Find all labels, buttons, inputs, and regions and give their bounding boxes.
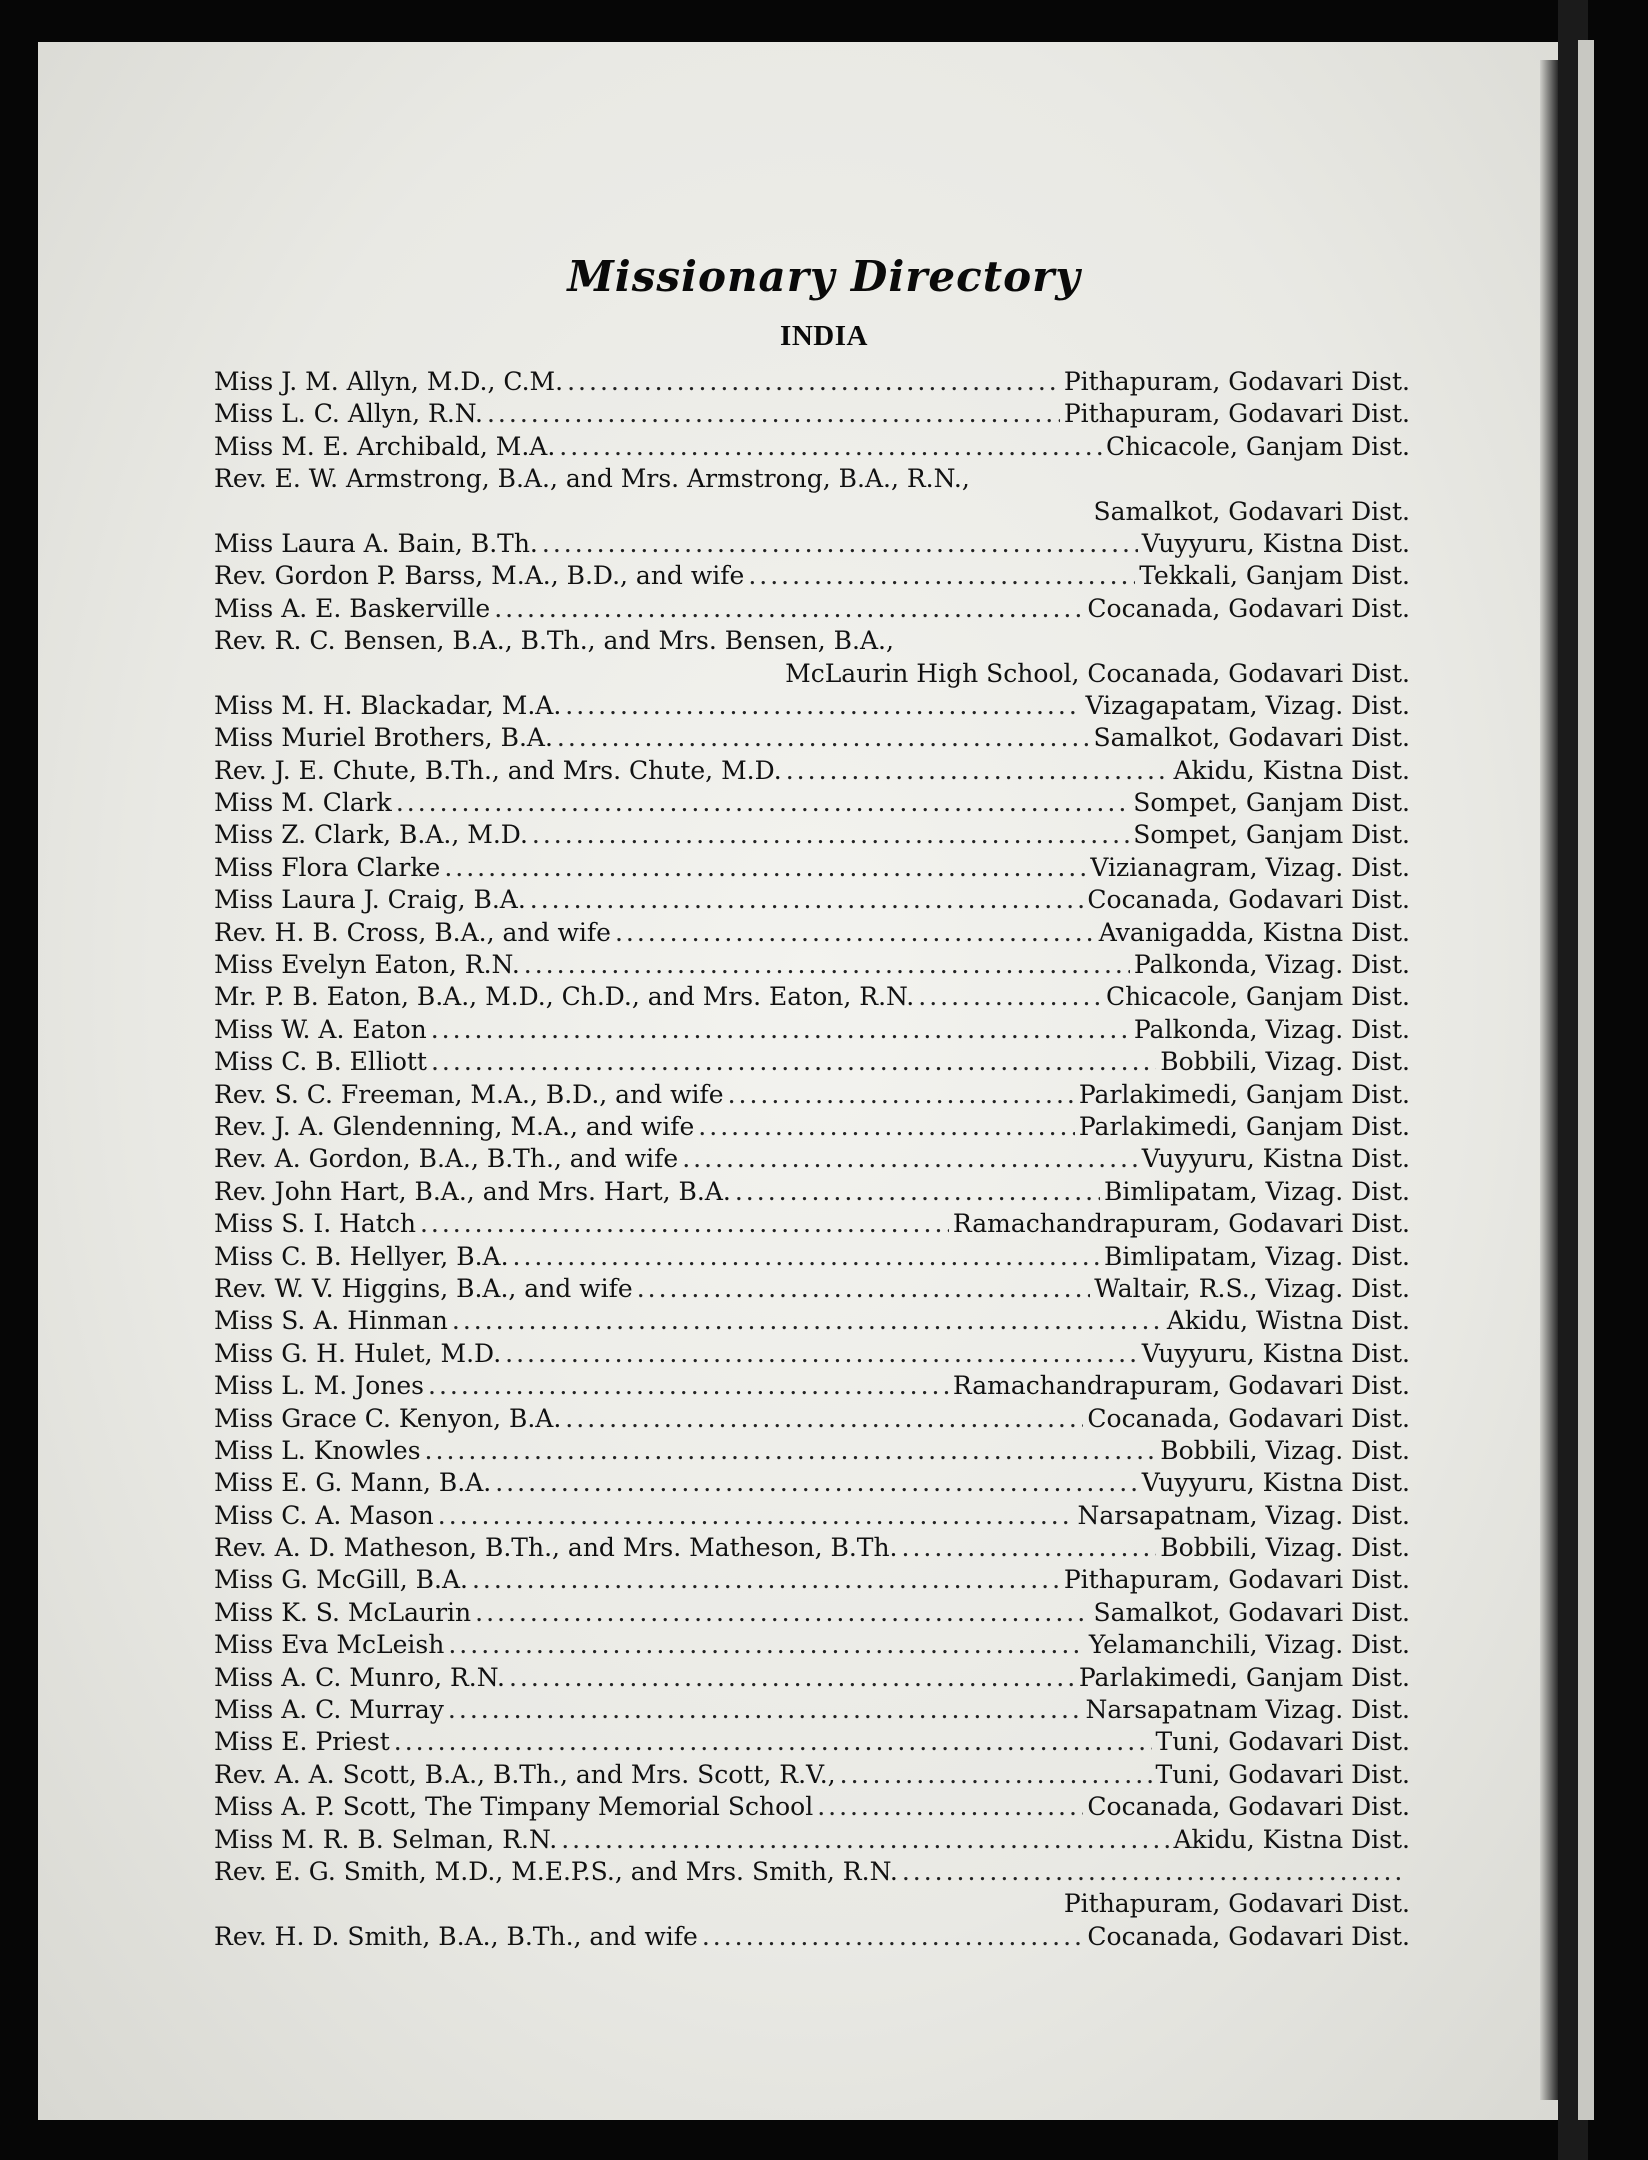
dot-leader: [557, 722, 1090, 754]
entry-location: Bobbili, Vizag. Dist.: [1160, 1435, 1410, 1465]
entry-name: Miss L. C. Allyn, R.N.: [214, 399, 483, 429]
directory-entry: [214, 1208, 1410, 1240]
dot-leader: [615, 917, 1095, 949]
directory-entry: [214, 819, 1410, 851]
entry-location: Parlakimedi, Ganjam Dist.: [1078, 1111, 1410, 1141]
entry-name: Miss M. Clark: [214, 788, 392, 818]
dot-leader: [682, 1143, 1138, 1175]
entry-location: Cocanada, Godavari Dist.: [1087, 1403, 1410, 1433]
directory-entry: [214, 755, 1410, 787]
entry-name: Rev. J. A. Glendenning, M.A., and wife: [214, 1111, 695, 1141]
entry-name: Miss Evelyn Eaton, R.N.: [214, 950, 520, 980]
dot-leader: [902, 1532, 1157, 1564]
directory-entry: [214, 1759, 1410, 1791]
entry-name: Rev. H. D. Smith, B.A., B.Th., and wife: [214, 1921, 698, 1951]
dot-leader: [567, 366, 1060, 398]
entry-name: Miss Muriel Brothers, B.A.: [214, 723, 553, 753]
dot-leader: [396, 787, 1129, 819]
entry-location: Pithapuram, Godavari Dist.: [1063, 1565, 1410, 1595]
entry-location: Samalkot, Godavari Dist.: [1093, 496, 1410, 526]
directory-entry: [214, 1694, 1410, 1726]
directory-entry: [214, 1079, 1410, 1111]
entry-location: Parlakimedi, Ganjam Dist.: [1078, 1662, 1410, 1692]
entry-name: Rev. Gordon P. Barss, M.A., B.D., and wife: [214, 561, 745, 591]
dot-leader: [786, 755, 1170, 787]
entry-name: Rev. E. W. Armstrong, B.A., and Mrs. Armstrong, B.A., R.N.,: [214, 464, 970, 494]
entry-name: Miss M. R. B. Selman, R.N.: [214, 1824, 558, 1854]
entry-name: Miss Eva McLeish: [214, 1630, 445, 1660]
entry-name: Rev. H. B. Cross, B.A., and wife: [214, 917, 611, 947]
dot-leader: [475, 1597, 1089, 1629]
entry-name: Miss Z. Clark, B.A., M.D.: [214, 820, 528, 850]
directory-entry: [214, 1662, 1410, 1694]
directory-entry: [214, 593, 1410, 625]
entry-name: Mr. P. B. Eaton, B.A., M.D., Ch.D., and Mrs. Eaton, R.N.: [214, 982, 915, 1012]
directory-entry: [214, 1143, 1410, 1175]
directory-entry: [214, 1305, 1410, 1337]
dot-leader: [542, 528, 1138, 560]
entry-location: Vizianagram, Vizag. Dist.: [1090, 852, 1410, 882]
entry-location: McLaurin High School, Cocanada, Godavari Dist.: [785, 658, 1410, 688]
dot-leader: [524, 949, 1130, 981]
dot-leader: [438, 1500, 1074, 1532]
dot-leader: [509, 1662, 1075, 1694]
directory-entry: [214, 1435, 1410, 1467]
entry-location: Vuyyuru, Kistna Dist.: [1141, 528, 1410, 558]
dot-leader: [748, 560, 1135, 592]
entry-location: Tuni, Godavari Dist.: [1155, 1759, 1410, 1789]
dot-leader: [918, 981, 1102, 1013]
dot-leader: [444, 852, 1086, 884]
dot-leader: [840, 1759, 1152, 1791]
entry-name: Rev. A. Gordon, B.A., B.Th., and wife: [214, 1144, 679, 1174]
dot-leader: [495, 1467, 1138, 1499]
entry-name: Miss A. P. Scott, The Timpany Memorial School: [214, 1792, 814, 1822]
entry-name: Miss G. McGill, B.A.: [214, 1565, 468, 1595]
entry-location: Narsapatnam Vizag. Dist.: [1085, 1695, 1410, 1725]
entry-name: Rev. J. E. Chute, B.Th., and Mrs. Chute, M.D.: [214, 755, 782, 785]
entry-location: Palkonda, Vizag. Dist.: [1133, 950, 1410, 980]
dot-leader: [565, 690, 1081, 722]
directory-entry: [214, 690, 1410, 722]
dot-leader: [532, 819, 1129, 851]
entry-location: Akidu, Kistna Dist.: [1173, 1824, 1410, 1854]
page-spine-shadow: [1540, 60, 1558, 2100]
entry-name: Miss Laura J. Craig, B.A.: [214, 885, 526, 915]
dot-leader: [505, 1338, 1138, 1370]
entry-location: Cocanada, Godavari Dist.: [1087, 593, 1410, 623]
directory-entry: [214, 884, 1410, 916]
directory-entry: [214, 1629, 1410, 1661]
entry-name: Miss G. H. Hulet, M.D.: [214, 1338, 502, 1368]
directory-entry: [214, 1856, 1410, 1921]
entry-name: Miss C. A. Mason: [214, 1500, 434, 1530]
directory-entry: [214, 1791, 1410, 1823]
directory-entry: [214, 787, 1410, 819]
directory-entry: [214, 1532, 1410, 1564]
entry-name: Miss M. H. Blackadar, M.A.: [214, 690, 562, 720]
dot-leader: [637, 1273, 1091, 1305]
entry-name: Rev. R. C. Bensen, B.A., B.Th., and Mrs. Bensen, B.A.,: [214, 626, 894, 656]
entry-location: Waltair, R.S., Vizag. Dist.: [1094, 1273, 1410, 1303]
entry-location: Narsapatnam, Vizag. Dist.: [1077, 1500, 1410, 1530]
dot-leader: [472, 1564, 1060, 1596]
entry-name: Rev. A. D. Matheson, B.Th., and Mrs. Matheson, B.Th.: [214, 1533, 898, 1563]
dot-leader: [817, 1791, 1083, 1823]
directory-entry: [214, 1403, 1410, 1435]
dot-leader: [428, 1370, 949, 1402]
entry-location: Cocanada, Godavari Dist.: [1087, 885, 1410, 915]
entry-location: Yelamanchili, Vizag. Dist.: [1088, 1630, 1410, 1660]
entry-name: Miss A. E. Baskerville: [214, 593, 491, 623]
entry-location: Vuyyuru, Kistna Dist.: [1141, 1468, 1410, 1498]
entry-location: Chicacole, Ganjam Dist.: [1105, 431, 1410, 461]
entry-name: Miss L. Knowles: [214, 1435, 421, 1465]
entry-name: Miss A. C. Munro, R.N.: [214, 1662, 505, 1692]
dot-leader: [394, 1726, 1152, 1758]
entry-name: Miss E. G. Mann, B.A.: [214, 1468, 492, 1498]
dot-leader: [530, 884, 1084, 916]
dot-leader: [561, 1824, 1169, 1856]
entry-name: Miss Laura A. Bain, B.Th.: [214, 528, 538, 558]
entry-location: Bimlipatam, Vizag. Dist.: [1104, 1241, 1410, 1271]
dot-leader: [513, 1241, 1100, 1273]
entry-name: Rev. W. V. Higgins, B.A., and wife: [214, 1273, 633, 1303]
entry-name: Rev. S. C. Freeman, M.A., B.D., and wife: [214, 1079, 724, 1109]
directory-entry: [214, 852, 1410, 884]
entry-name: Miss E. Priest: [214, 1727, 390, 1757]
section-heading: INDIA: [780, 320, 868, 352]
directory-entry: [214, 1338, 1410, 1370]
entry-location: Pithapuram, Godavari Dist.: [1063, 367, 1410, 396]
entry-location: Akidu, Kistna Dist.: [1173, 755, 1410, 785]
dot-leader: [452, 1305, 1163, 1337]
entry-name: Miss W. A. Eaton: [214, 1014, 427, 1044]
entry-name: Miss J. M. Allyn, M.D., C.M.: [214, 367, 564, 396]
entry-location: Sompet, Ganjam Dist.: [1133, 788, 1410, 818]
entry-location: Ramachandrapuram, Godavari Dist.: [952, 1371, 1410, 1401]
entry-name: Rev. A. A. Scott, B.A., B.Th., and Mrs. Scott, R.V.,: [214, 1759, 836, 1789]
entry-location: Tekkali, Ganjam Dist.: [1139, 561, 1410, 591]
directory-entry: [214, 1370, 1410, 1402]
entry-name: Miss L. M. Jones: [214, 1371, 424, 1401]
directory-entry: [214, 366, 1410, 398]
dot-leader: [494, 593, 1083, 625]
entry-location: Bobbili, Vizag. Dist.: [1160, 1047, 1410, 1077]
entry-location: Vuyyuru, Kistna Dist.: [1141, 1144, 1410, 1174]
entry-name: Miss C. B. Hellyer, B.A.: [214, 1241, 509, 1271]
entry-location: Cocanada, Godavari Dist.: [1087, 1921, 1410, 1951]
entry-location: Chicacole, Ganjam Dist.: [1105, 982, 1410, 1012]
entry-name: Miss K. S. McLaurin: [214, 1597, 472, 1627]
entry-location: Cocanada, Godavari Dist.: [1087, 1792, 1410, 1822]
directory-entry: [214, 1597, 1410, 1629]
dot-leader: [420, 1208, 949, 1240]
directory-entry: [214, 722, 1410, 754]
entry-location: Palkonda, Vizag. Dist.: [1133, 1014, 1410, 1044]
dot-leader: [431, 1046, 1156, 1078]
entry-name: Rev. E. G. Smith, M.D., M.E.P.S., and Mrs. Smith, R.N.: [214, 1856, 898, 1886]
dot-leader: [728, 1079, 1075, 1111]
page-title: Missionary Directory: [567, 252, 1081, 301]
entry-location: Vuyyuru, Kistna Dist.: [1141, 1338, 1410, 1368]
directory-entry: [214, 560, 1410, 592]
entry-location: Bobbili, Vizag. Dist.: [1160, 1533, 1410, 1563]
dot-leader: [735, 1176, 1100, 1208]
dot-leader: [425, 1435, 1157, 1467]
entry-name: Rev. John Hart, B.A., and Mrs. Hart, B.A.: [214, 1176, 731, 1206]
entry-location: Parlakimedi, Ganjam Dist.: [1078, 1079, 1410, 1109]
dot-leader: [448, 1629, 1084, 1661]
dot-leader: [448, 1694, 1082, 1726]
dot-leader: [559, 431, 1102, 463]
entry-location: Samalkot, Godavari Dist.: [1093, 1597, 1410, 1627]
directory-entry: [214, 463, 1410, 528]
directory-entry: [214, 981, 1410, 1013]
dot-leader: [565, 1403, 1083, 1435]
directory-entry: [214, 1241, 1410, 1273]
entry-location: Tuni, Godavari Dist.: [1155, 1727, 1410, 1757]
entry-location: Avanigadda, Kistna Dist.: [1098, 917, 1410, 947]
dot-leader: [431, 1014, 1130, 1046]
directory-entry: [214, 1273, 1410, 1305]
entry-location: Bimlipatam, Vizag. Dist.: [1104, 1176, 1410, 1206]
directory-entry: [214, 1111, 1410, 1143]
directory-entry: [214, 917, 1410, 949]
entry-name: Miss Grace C. Kenyon, B.A.: [214, 1403, 562, 1433]
entry-name: Miss C. B. Elliott: [214, 1047, 427, 1077]
dot-leader: [698, 1111, 1075, 1143]
directory-entry: [214, 625, 1410, 690]
dot-leader: [487, 398, 1060, 430]
directory-entry: [214, 1014, 1410, 1046]
entry-location: Ramachandrapuram, Godavari Dist.: [952, 1209, 1410, 1239]
directory-entry: [214, 431, 1410, 463]
directory-entry: [214, 949, 1410, 981]
entry-name: Miss M. E. Archibald, M.A.: [214, 431, 556, 461]
dot-leader: [702, 1921, 1084, 1953]
entry-location: Pithapuram, Godavari Dist.: [1063, 1889, 1410, 1919]
entry-location: Vizagapatam, Vizag. Dist.: [1085, 690, 1410, 720]
directory-list: [214, 366, 1410, 1953]
directory-entry: [214, 1824, 1410, 1856]
directory-entry: [214, 398, 1410, 430]
directory-entry: [214, 528, 1410, 560]
entry-name: Miss S. A. Hinman: [214, 1306, 448, 1336]
directory-entry: [214, 1564, 1410, 1596]
directory-entry: [214, 1467, 1410, 1499]
directory-entry: [214, 1921, 1410, 1953]
entry-name: Miss Flora Clarke: [214, 852, 441, 882]
entry-location: Akidu, Wistna Dist.: [1166, 1306, 1410, 1336]
dot-leader: [902, 1856, 1406, 1888]
entry-location: Sompet, Ganjam Dist.: [1133, 820, 1410, 850]
entry-name: Miss S. I. Hatch: [214, 1209, 416, 1239]
directory-entry: [214, 1500, 1410, 1532]
directory-entry: [214, 1046, 1410, 1078]
entry-location: Samalkot, Godavari Dist.: [1093, 723, 1410, 753]
directory-entry: [214, 1726, 1410, 1758]
directory-entry: [214, 1176, 1410, 1208]
entry-location: Pithapuram, Godavari Dist.: [1063, 399, 1410, 429]
entry-name: Miss A. C. Murray: [214, 1695, 444, 1725]
